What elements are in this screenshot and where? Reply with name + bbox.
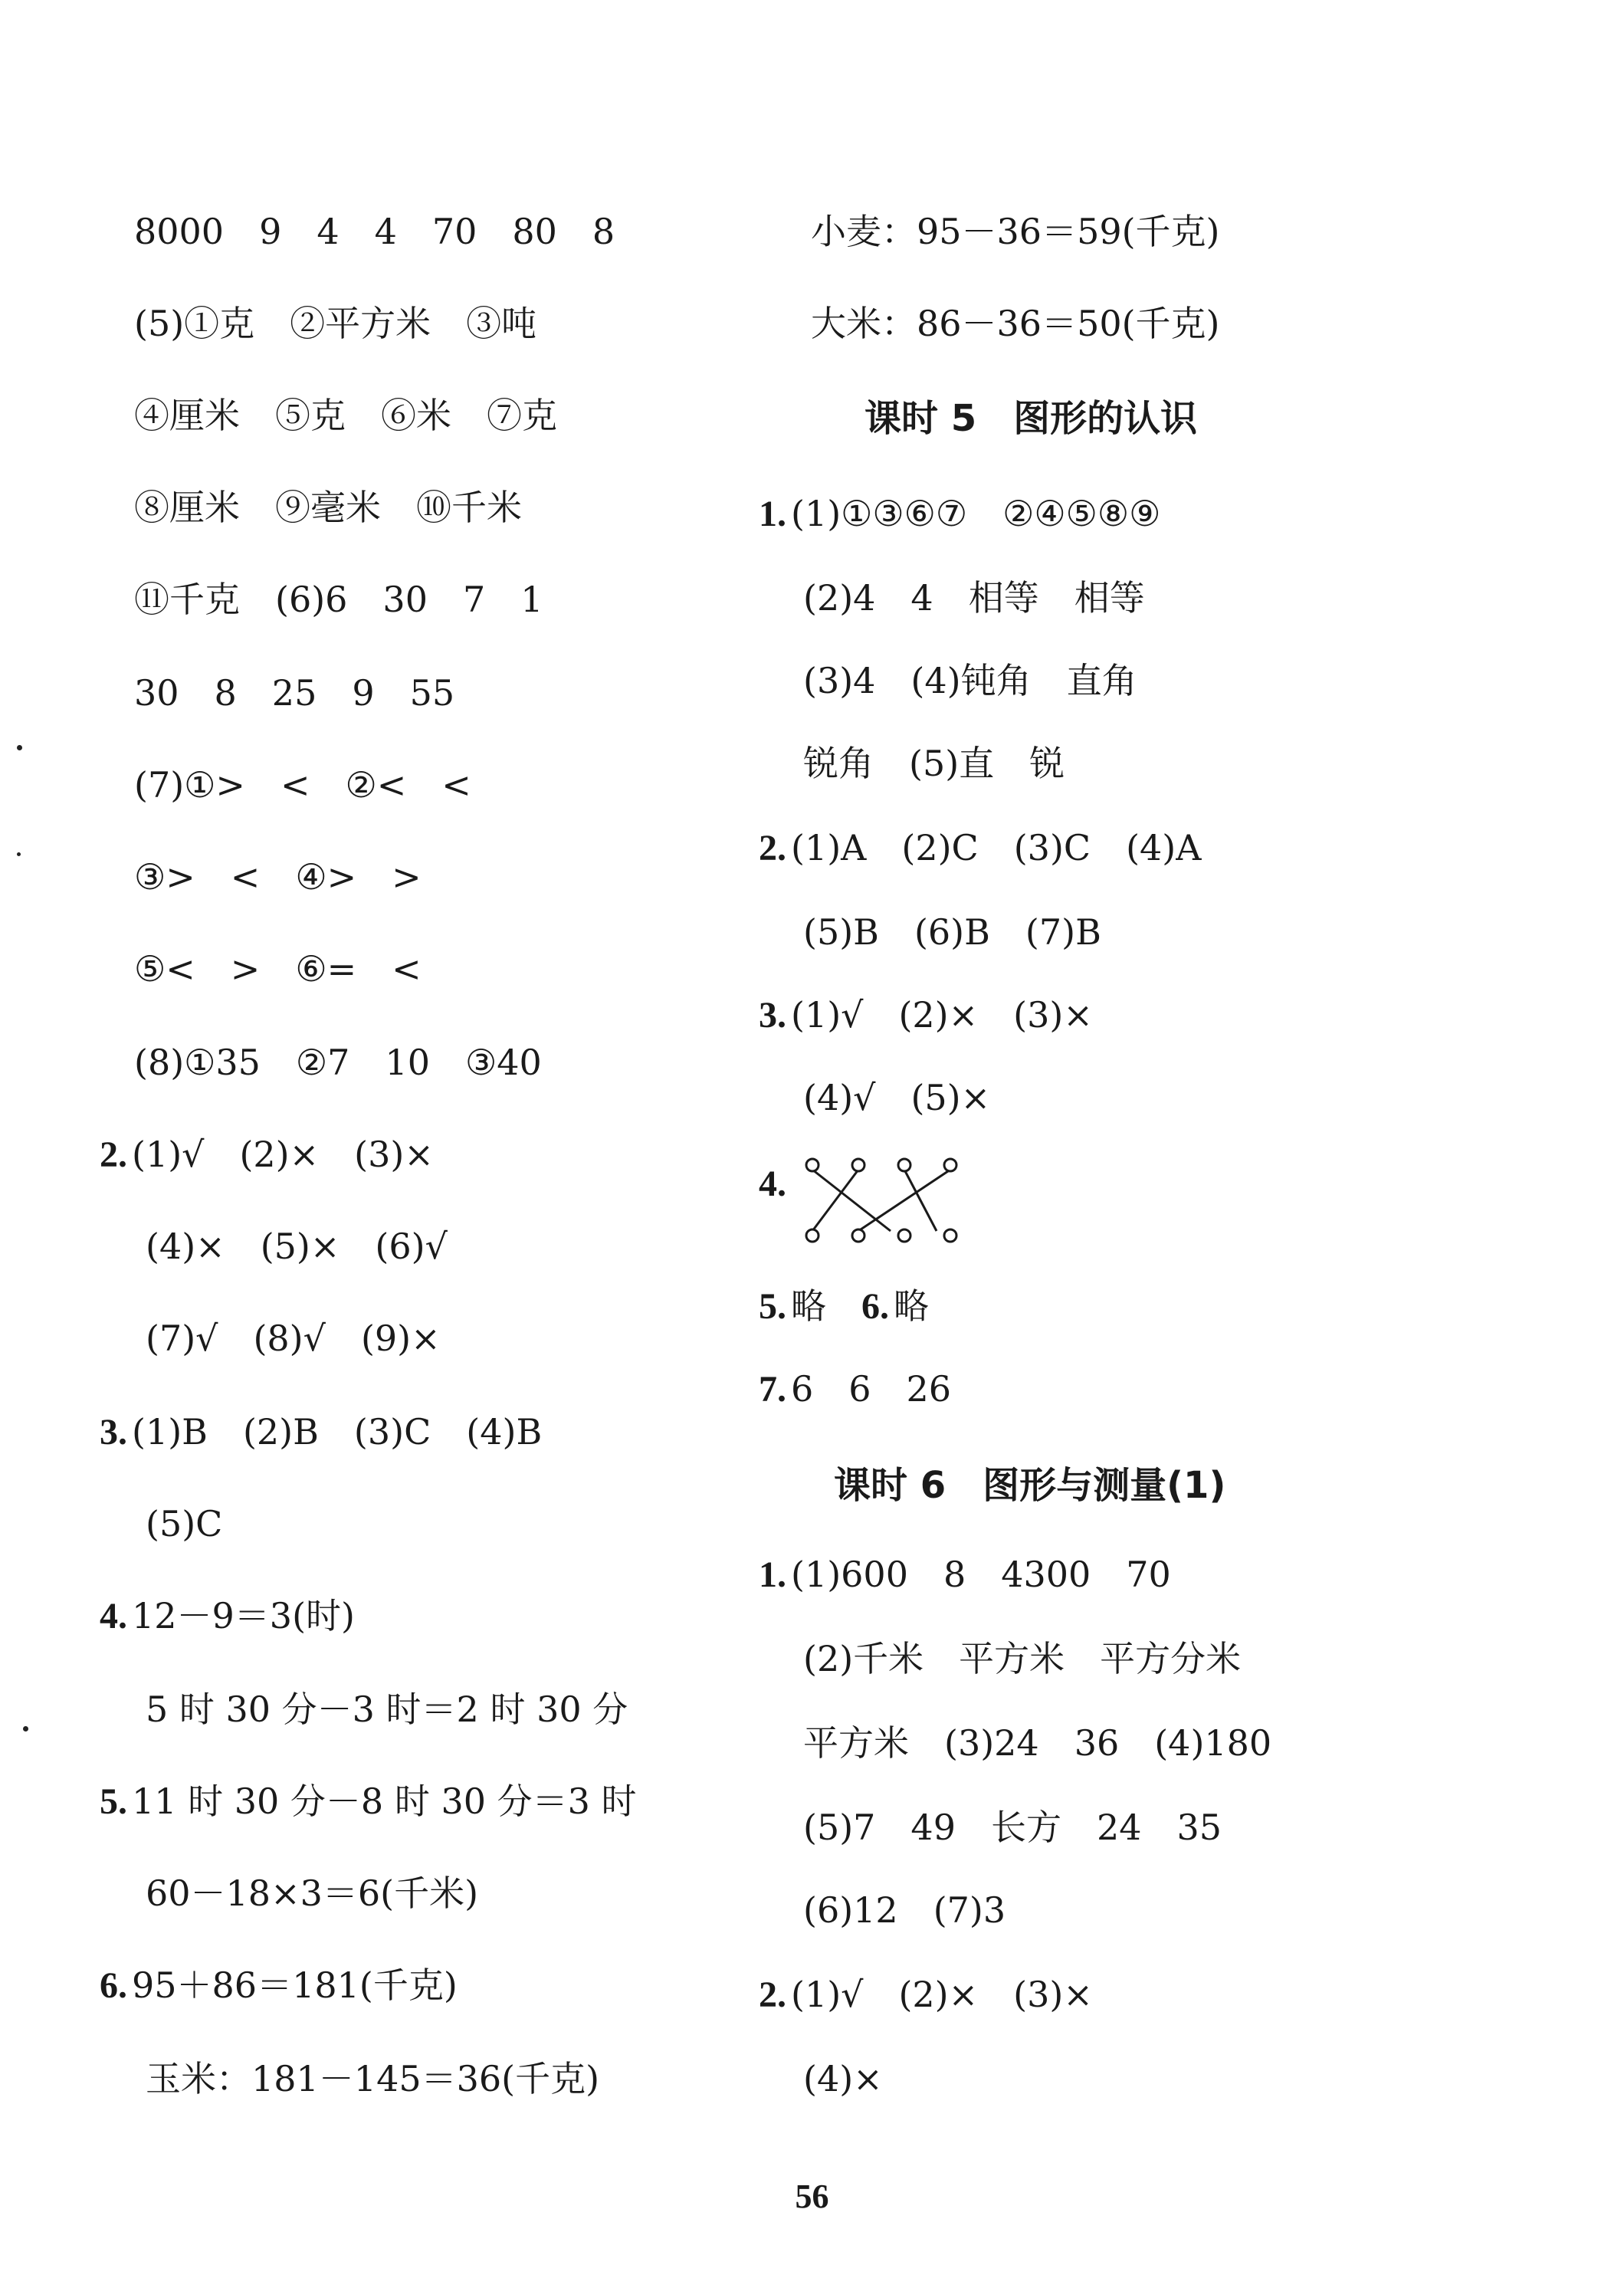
question-number: 6. — [100, 1965, 127, 2006]
left-q4: 4. 12－9＝3(时) — [100, 1595, 355, 1636]
left-line-13: (7)√ (8)√ (9)× — [146, 1318, 441, 1359]
left-line-21: 玉米：181－145＝36(千克) — [146, 2058, 600, 2099]
left-line-2: (5)①克 ②平方米 ③吨 — [134, 303, 537, 344]
right-line-20: (6)12 (7)3 — [803, 1889, 1006, 1931]
left-line-15: (5)C — [146, 1503, 223, 1544]
left-q6: 6. 95＋86＝181(千克) — [100, 1965, 458, 2006]
question-number: 4. — [759, 1164, 786, 1204]
scan-speck — [17, 852, 21, 856]
right-q1: 1. (1)①③⑥⑦ ②④⑤⑧⑨ — [759, 493, 1161, 534]
page-number: 56 — [795, 2178, 829, 2215]
right-q2: 2. (1)A (2)C (3)C (4)A — [759, 827, 1202, 868]
right-line-22: (4)× — [803, 2058, 883, 2099]
right-line-18: 平方米 (3)24 36 (4)180 — [803, 1722, 1272, 1764]
left-line-3: ④厘米 ⑤克 ⑥米 ⑦克 — [134, 395, 557, 436]
left-line-19: 60－18×3＝6(千米) — [146, 1873, 479, 1914]
question-number: 2. — [759, 1974, 786, 2015]
right-q7: 7. 6 6 26 — [759, 1368, 952, 1410]
right-line-17: (2)千米 平方米 平方分米 — [803, 1638, 1242, 1679]
question-number: 2. — [759, 828, 786, 868]
match-dot — [806, 1159, 819, 1171]
right-q2b: 2. (1)√ (2)× (3)× — [759, 1974, 1093, 2015]
left-q5: 5. 11 时 30 分－8 时 30 分＝3 时 — [100, 1781, 637, 1822]
match-dot — [898, 1229, 910, 1242]
question-number: 5. — [759, 1286, 786, 1327]
right-line-2: 大米：86－36＝50(千克) — [811, 303, 1220, 344]
left-line-12: (4)× (5)× (6)√ — [146, 1226, 448, 1267]
match-line — [858, 1170, 950, 1231]
match-line — [904, 1170, 937, 1231]
matching-diagram — [797, 1154, 981, 1246]
question-number: 1. — [759, 494, 786, 534]
match-dot — [806, 1229, 819, 1242]
left-q3: 3. (1)B (2)B (3)C (4)B — [100, 1411, 543, 1452]
right-q5-q6: 5. 略 6. 略 — [759, 1285, 929, 1327]
right-line-9: (5)B (6)B (7)B — [803, 911, 1101, 953]
section-heading-lesson-5: 课时 5 图形的认识 — [864, 397, 1198, 440]
scan-speck — [23, 1726, 28, 1731]
question-number: 2. — [100, 1134, 127, 1175]
question-number: 3. — [759, 995, 786, 1036]
right-q1b: 1. (1)600 8 4300 70 — [759, 1554, 1171, 1595]
right-line-5: (2)4 4 相等 相等 — [803, 577, 1145, 619]
left-line-17: 5 时 30 分－3 时＝2 时 30 分 — [146, 1689, 628, 1730]
match-dot — [852, 1159, 864, 1171]
left-line-7: (7)①> < ②< < — [134, 764, 471, 806]
question-number: 6. — [861, 1286, 889, 1327]
left-line-5: ⑪千克 (6)6 30 7 1 — [134, 579, 543, 620]
left-line-6: 30 8 25 9 55 — [134, 672, 455, 714]
right-line-19: (5)7 49 长方 24 35 — [803, 1807, 1222, 1848]
right-line-7: 锐角 (5)直 锐 — [803, 743, 1065, 784]
question-number: 7. — [759, 1369, 786, 1410]
right-q4 — [759, 1159, 791, 1208]
left-line-8: ③> < ④> > — [134, 856, 422, 898]
question-number: 3. — [100, 1412, 127, 1452]
left-line-10: (8)①35 ②7 10 ③40 — [134, 1042, 542, 1083]
match-dot — [852, 1229, 864, 1242]
left-line-1: 8000 9 4 4 70 80 8 — [134, 211, 615, 252]
right-line-6: (3)4 (4)钝角 直角 — [803, 660, 1137, 701]
question-number: 5. — [100, 1781, 127, 1822]
section-heading-lesson-6: 课时 6 图形与测量(1) — [834, 1464, 1226, 1507]
right-line-11: (4)√ (5)× — [803, 1077, 991, 1118]
right-line-1: 小麦：95－36＝59(千克) — [811, 211, 1220, 252]
question-number: 1. — [759, 1554, 786, 1595]
match-dot — [944, 1159, 956, 1171]
right-q3: 3. (1)√ (2)× (3)× — [759, 994, 1093, 1036]
left-line-4: ⑧厘米 ⑨毫米 ⑩千米 — [134, 487, 522, 528]
question-number: 4. — [100, 1596, 127, 1636]
left-q2: 2. (1)√ (2)× (3)× — [100, 1134, 434, 1175]
scan-speck — [17, 745, 22, 750]
left-line-9: ⑤< > ⑥= < — [134, 948, 422, 990]
match-dot — [944, 1229, 956, 1242]
match-dot — [898, 1159, 910, 1171]
